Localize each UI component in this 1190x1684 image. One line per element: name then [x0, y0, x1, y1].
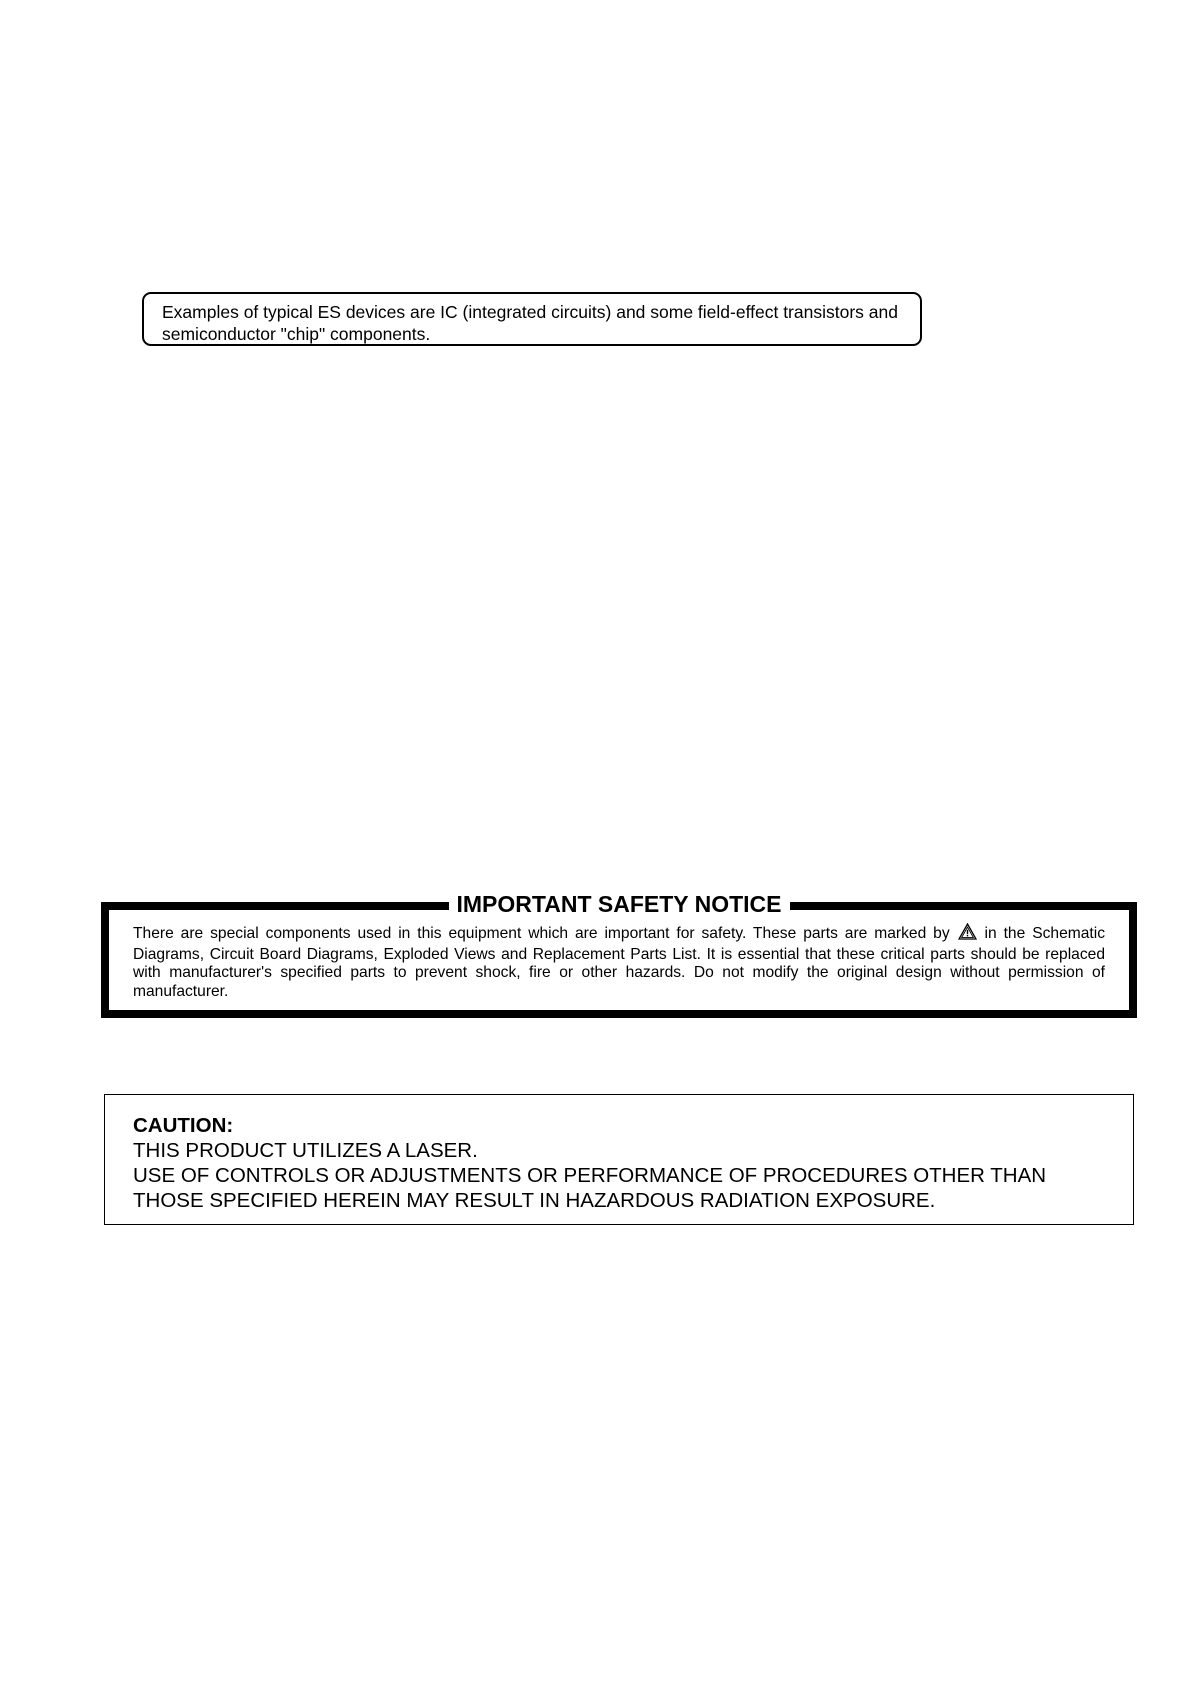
es-devices-note-box — [142, 292, 922, 346]
safety-notice-text-part2: in the Schematic Diagrams, Circuit Board Diagrams, Exploded Views and Replacement Parts List. It is essential that these critical parts should be replaced with manufacturer's specified parts to prevent shock, fire or other hazards. Do not modify the original design without permission of manufacturer. — [133, 925, 1105, 1000]
important-safety-notice-box — [101, 891, 1137, 1018]
safety-notice-title: IMPORTANT SAFETY NOTICE — [449, 891, 790, 917]
safety-notice-body — [133, 923, 1105, 1001]
caution-title: CAUTION: — [133, 1114, 234, 1137]
warning-triangle-icon — [958, 923, 977, 946]
caution-line-2: USE OF CONTROLS OR ADJUSTMENTS OR PERFORMANCE OF PROCEDURES OTHER THAN THOSE SPECIFIED HEREIN MAY RESULT IN HAZARDOUS RADIATION EXPOSURE. — [133, 1164, 1047, 1212]
safety-notice-text-part1: There are special components used in this equipment which are important for safety. These parts are marked by — [133, 925, 950, 942]
es-devices-note-text: Examples of typical ES devices are IC (integrated circuits) and some field-effect transistors and semiconductor "chip" components. — [162, 302, 898, 344]
laser-caution-box — [104, 1094, 1134, 1225]
caution-line-1: THIS PRODUCT UTILIZES A LASER. — [133, 1139, 478, 1162]
safety-notice-title-wrap — [109, 890, 1129, 922]
